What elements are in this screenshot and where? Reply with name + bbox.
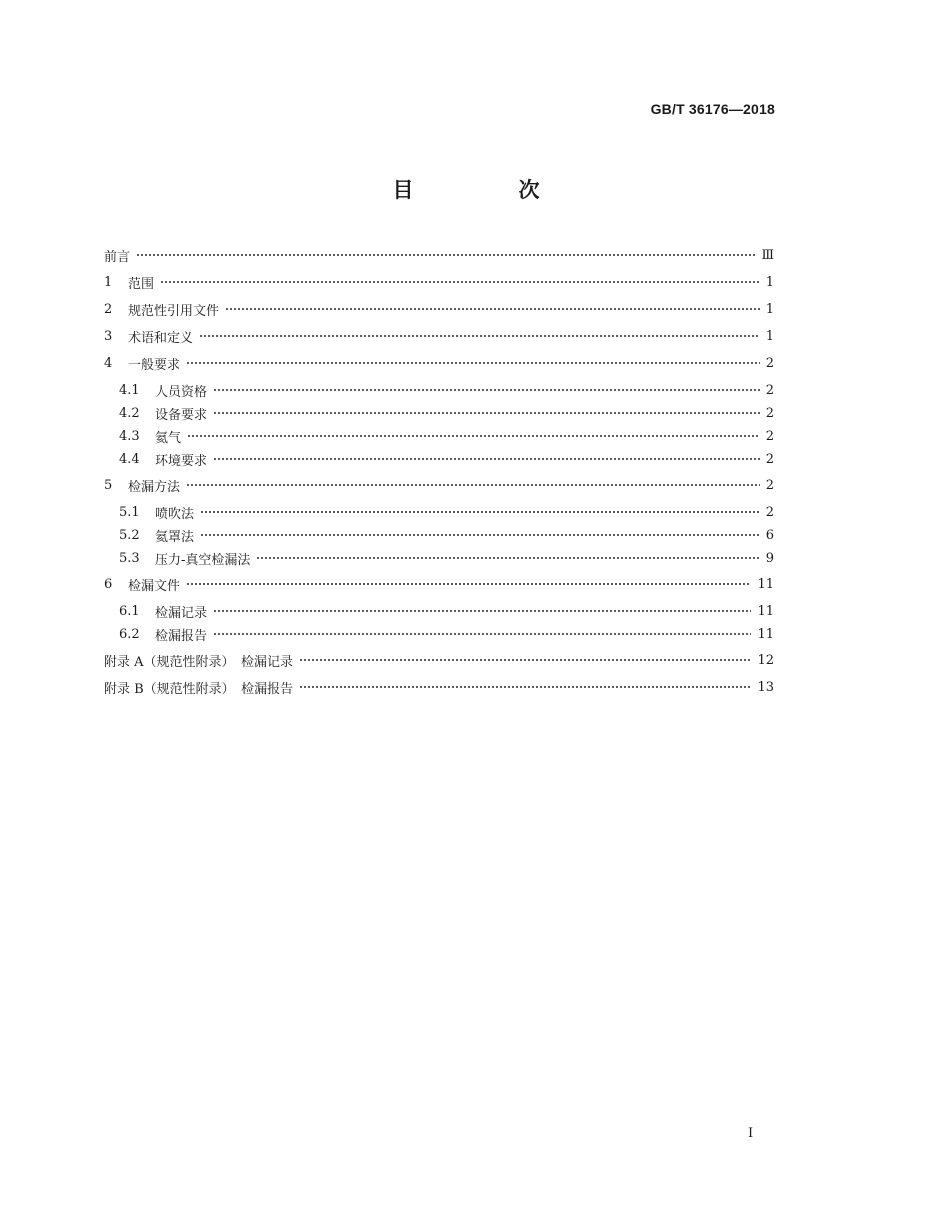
toc-entry-label: 范围 bbox=[128, 276, 155, 292]
dot-leader bbox=[187, 435, 760, 437]
toc-entry-label: 附录 A（规范性附录） 检漏记录 bbox=[104, 654, 294, 670]
toc-entry[interactable] bbox=[104, 245, 774, 265]
toc-entry-page: 6 bbox=[765, 527, 774, 543]
toc-entry-page: 11 bbox=[757, 603, 774, 619]
dot-leader bbox=[160, 281, 760, 283]
toc-entry[interactable] bbox=[119, 403, 774, 423]
toc-entry-page: 2 bbox=[765, 355, 774, 371]
toc-entry[interactable] bbox=[104, 272, 774, 292]
toc-entry-page: 2 bbox=[765, 504, 774, 520]
dot-leader bbox=[199, 335, 760, 337]
toc-entry-number: 4.4 bbox=[119, 451, 140, 467]
toc-entry[interactable] bbox=[104, 326, 774, 346]
toc-entry-page: 13 bbox=[757, 679, 774, 695]
toc-entry-number: 5.1 bbox=[119, 504, 140, 520]
toc-entry-page: 12 bbox=[757, 652, 774, 668]
toc-entry[interactable] bbox=[104, 650, 774, 670]
toc-entry-label: 设备要求 bbox=[155, 407, 208, 423]
page-title: 目 次 bbox=[392, 178, 582, 202]
toc-entry-label: 人员资格 bbox=[155, 384, 208, 400]
toc-entry-label: 环境要求 bbox=[155, 453, 208, 469]
toc-entry[interactable] bbox=[119, 502, 774, 522]
toc-entry-number: 3 bbox=[104, 328, 113, 344]
toc-entry-page: 2 bbox=[765, 428, 774, 444]
toc-entry-number: 4.1 bbox=[119, 382, 140, 398]
toc-entry-page: 9 bbox=[765, 550, 774, 566]
dot-leader bbox=[213, 610, 751, 612]
toc-entry-page: 2 bbox=[765, 477, 774, 493]
standard-code: GB/T 36176—2018 bbox=[650, 101, 775, 117]
toc-entry[interactable] bbox=[119, 601, 774, 621]
dot-leader bbox=[200, 511, 760, 513]
toc-entry[interactable] bbox=[119, 525, 774, 545]
toc-entry-page: 2 bbox=[765, 451, 774, 467]
toc-entry-number: 2 bbox=[104, 301, 113, 317]
toc-entry[interactable] bbox=[104, 677, 774, 697]
toc-entry-number: 5 bbox=[104, 477, 113, 493]
dot-leader bbox=[213, 458, 760, 460]
toc-entry-page: 2 bbox=[765, 382, 774, 398]
toc-entry-label: 前言 bbox=[104, 249, 131, 265]
toc-entry-label: 氦气 bbox=[155, 430, 182, 446]
dot-leader bbox=[213, 633, 751, 635]
toc-entry-page: 11 bbox=[757, 626, 774, 642]
toc-entry[interactable] bbox=[104, 574, 774, 594]
toc-entry-label: 检漏方法 bbox=[128, 479, 181, 495]
toc-entry-label: 规范性引用文件 bbox=[128, 303, 220, 319]
toc-entry-page: 2 bbox=[765, 405, 774, 421]
page-number: I bbox=[748, 1126, 754, 1141]
dot-leader bbox=[299, 659, 751, 661]
toc-entry-number: 6.2 bbox=[119, 626, 140, 642]
toc-entry-label: 术语和定义 bbox=[128, 330, 194, 346]
dot-leader bbox=[213, 389, 760, 391]
toc-entry-number: 6.1 bbox=[119, 603, 140, 619]
toc-entry[interactable] bbox=[119, 624, 774, 644]
toc-entry[interactable] bbox=[119, 380, 774, 400]
dot-leader bbox=[136, 254, 755, 256]
toc-entry-number: 1 bbox=[104, 274, 113, 290]
toc-entry-number: 5.3 bbox=[119, 550, 140, 566]
toc-entry-page: 1 bbox=[765, 328, 774, 344]
toc-entry-number: 6 bbox=[104, 576, 113, 592]
toc-entry-label: 检漏记录 bbox=[155, 605, 208, 621]
toc-entry[interactable] bbox=[119, 449, 774, 469]
toc-entry[interactable] bbox=[104, 353, 774, 373]
toc-entry-number: 4.2 bbox=[119, 405, 140, 421]
toc-entry-number: 4 bbox=[104, 355, 113, 371]
dot-leader bbox=[186, 583, 751, 585]
toc-entry-label: 附录 B（规范性附录） 检漏报告 bbox=[104, 681, 294, 697]
dot-leader bbox=[186, 362, 760, 364]
toc-entry-label: 一般要求 bbox=[128, 357, 181, 373]
toc-entry-page: Ⅲ bbox=[761, 247, 774, 263]
toc-entry[interactable] bbox=[104, 299, 774, 319]
toc-entry-label: 喷吹法 bbox=[155, 506, 195, 522]
dot-leader bbox=[186, 484, 760, 486]
toc-entry[interactable] bbox=[119, 426, 774, 446]
toc-entry-number: 5.2 bbox=[119, 527, 140, 543]
toc-entry-page: 1 bbox=[765, 301, 774, 317]
dot-leader bbox=[256, 557, 759, 559]
dot-leader bbox=[225, 308, 760, 310]
toc-entry-label: 检漏文件 bbox=[128, 578, 181, 594]
toc-entry[interactable] bbox=[119, 548, 774, 568]
toc-entry-number: 4.3 bbox=[119, 428, 140, 444]
toc-entry-page: 1 bbox=[765, 274, 774, 290]
toc-entry-label: 压力-真空检漏法 bbox=[155, 552, 251, 568]
toc-entry-page: 11 bbox=[757, 576, 774, 592]
toc-entry[interactable] bbox=[104, 475, 774, 495]
dot-leader bbox=[213, 412, 760, 414]
dot-leader bbox=[200, 534, 760, 536]
dot-leader bbox=[299, 686, 751, 688]
toc-entry-label: 检漏报告 bbox=[155, 628, 208, 644]
toc-entry-label: 氦罩法 bbox=[155, 529, 195, 545]
